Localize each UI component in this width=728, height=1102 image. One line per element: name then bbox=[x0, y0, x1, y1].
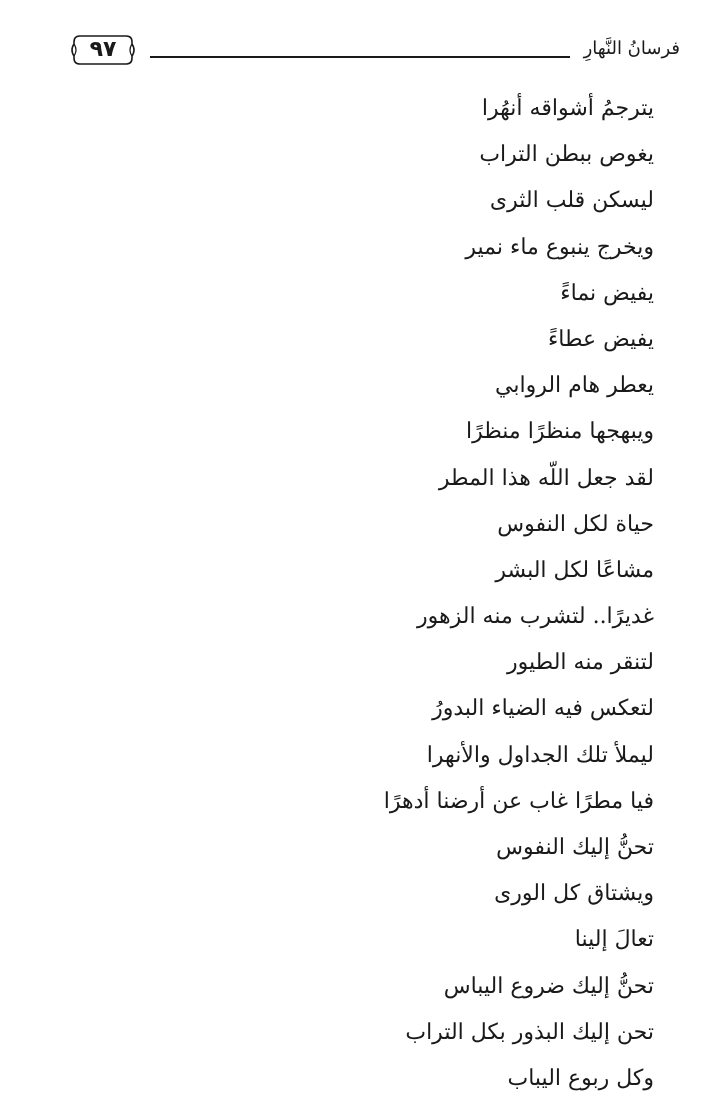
poem-line: يغوص ببطن التراب bbox=[479, 142, 654, 168]
poem-line: مشاعًا لكل البشر bbox=[495, 557, 654, 583]
poem-line: لتنقر منه الطيور bbox=[507, 650, 654, 676]
page-header bbox=[70, 32, 680, 72]
poem-line: ليسكن قلب الثرى bbox=[489, 188, 654, 214]
poem-line: يترجمُ أشواقه أنهُرا bbox=[481, 96, 654, 121]
poem-line: ليملأ تلك الجداول والأنهرا bbox=[426, 742, 654, 768]
poem-line: تحنُّ إليك النفوس bbox=[496, 835, 654, 860]
poem-line: تحن إليك البذور بكل التراب bbox=[405, 1019, 654, 1045]
poem-line: لتعكس فيه الضياء البدورُ bbox=[432, 696, 654, 722]
poem-text bbox=[294, 86, 654, 1102]
running-title: فرسانُ النَّهارِ bbox=[583, 38, 680, 59]
poem-line: ويخرج ينبوع ماء نمير bbox=[465, 234, 654, 260]
header-rule bbox=[150, 56, 570, 58]
poem-line: يفيض نماءً bbox=[560, 280, 654, 306]
page-number-frame bbox=[70, 32, 136, 68]
poem-line: فيا مطرًا غاب عن أرضنا أدهرًا bbox=[383, 788, 654, 814]
poem-line: حياة لكل النفوس bbox=[497, 511, 654, 537]
page-number: ٩٧ bbox=[89, 37, 117, 62]
poem-line: تعالَ إلينا bbox=[574, 927, 654, 953]
poem-line: ويبهجها منظرًا منظرًا bbox=[466, 419, 654, 445]
poem-line: يفيض عطاءً bbox=[547, 326, 654, 352]
poem-line: غديرًا.. لتشرب منه الزهور bbox=[417, 604, 654, 630]
poem-line: لقد جعل اللّه هذا المطر bbox=[438, 465, 654, 491]
poem-line: وكل ربوع اليباب bbox=[507, 1065, 654, 1091]
poem-line: يعطر هام الروابي bbox=[495, 373, 654, 399]
poem-line: ويشتاق كل الورى bbox=[494, 881, 654, 907]
poem-line: تحنُّ إليك ضروع اليباس bbox=[443, 973, 654, 999]
